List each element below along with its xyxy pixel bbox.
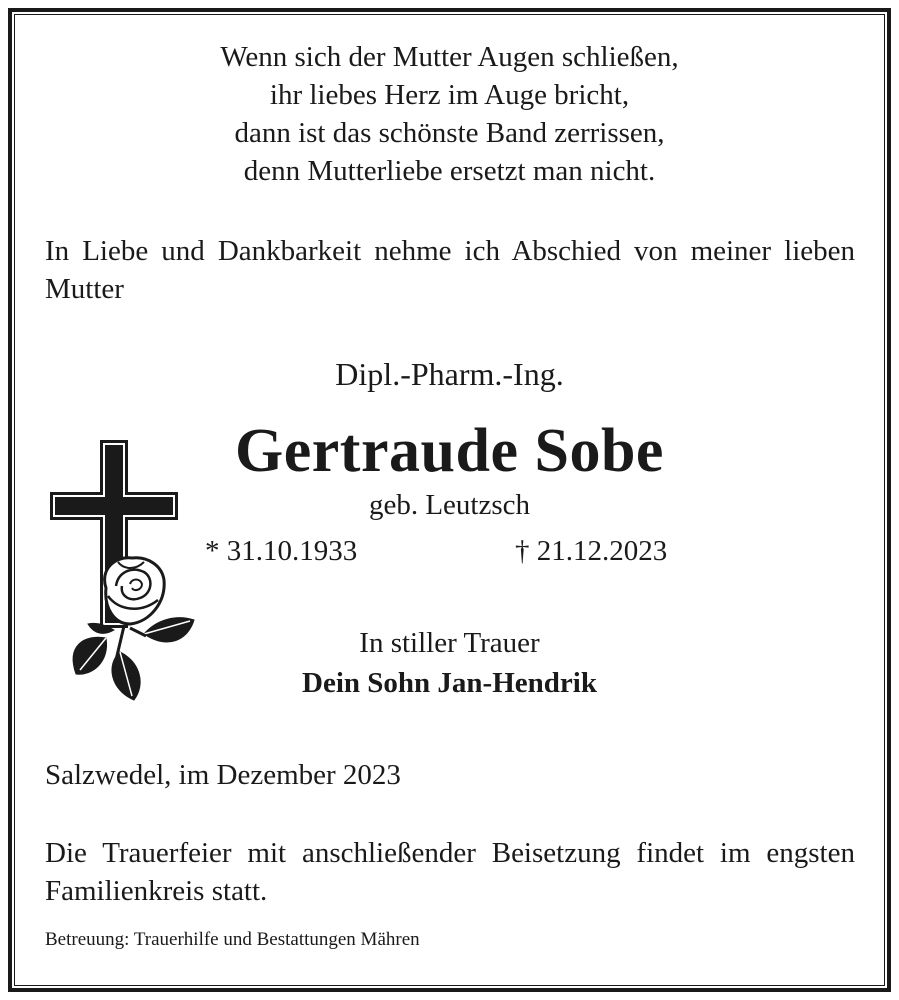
intro-text: In Liebe und Dankbarkeit nehme ich Abschied von meiner lieben Mutter (45, 235, 855, 305)
poem-line: dann ist das schönste Band zerrissen, (234, 117, 665, 149)
mourner-signature: Dein Sohn Jan-Hendrik (302, 667, 597, 699)
maiden-name: geb. Leutzsch (368, 489, 531, 521)
academic-title: Dipl.-Pharm.-Ing. (335, 356, 564, 392)
ceremony-note: Die Trauerfeier mit anschließender Beisetzung findet im engsten Familienkreis statt. (45, 837, 855, 907)
poem-line: Wenn sich der Mutter Augen schließen, (220, 41, 679, 73)
birth-date: * 31.10.1933 (205, 535, 358, 567)
deceased-name: Gertraude Sobe (235, 417, 664, 485)
funeral-service-credit: Betreuung: Trauerhilfe und Bestattungen Mähren (45, 929, 420, 950)
rose-bloom-icon (105, 558, 165, 624)
poem-line: denn Mutterliebe ersetzt man nicht. (243, 155, 656, 187)
mourning-line: In stiller Trauer (359, 627, 540, 659)
poem (0, 38, 899, 190)
place-and-date: Salzwedel, im Dezember 2023 (45, 759, 401, 791)
poem-line: ihr liebes Herz im Auge bricht, (269, 79, 630, 111)
death-date: † 21.12.2023 (515, 535, 668, 567)
